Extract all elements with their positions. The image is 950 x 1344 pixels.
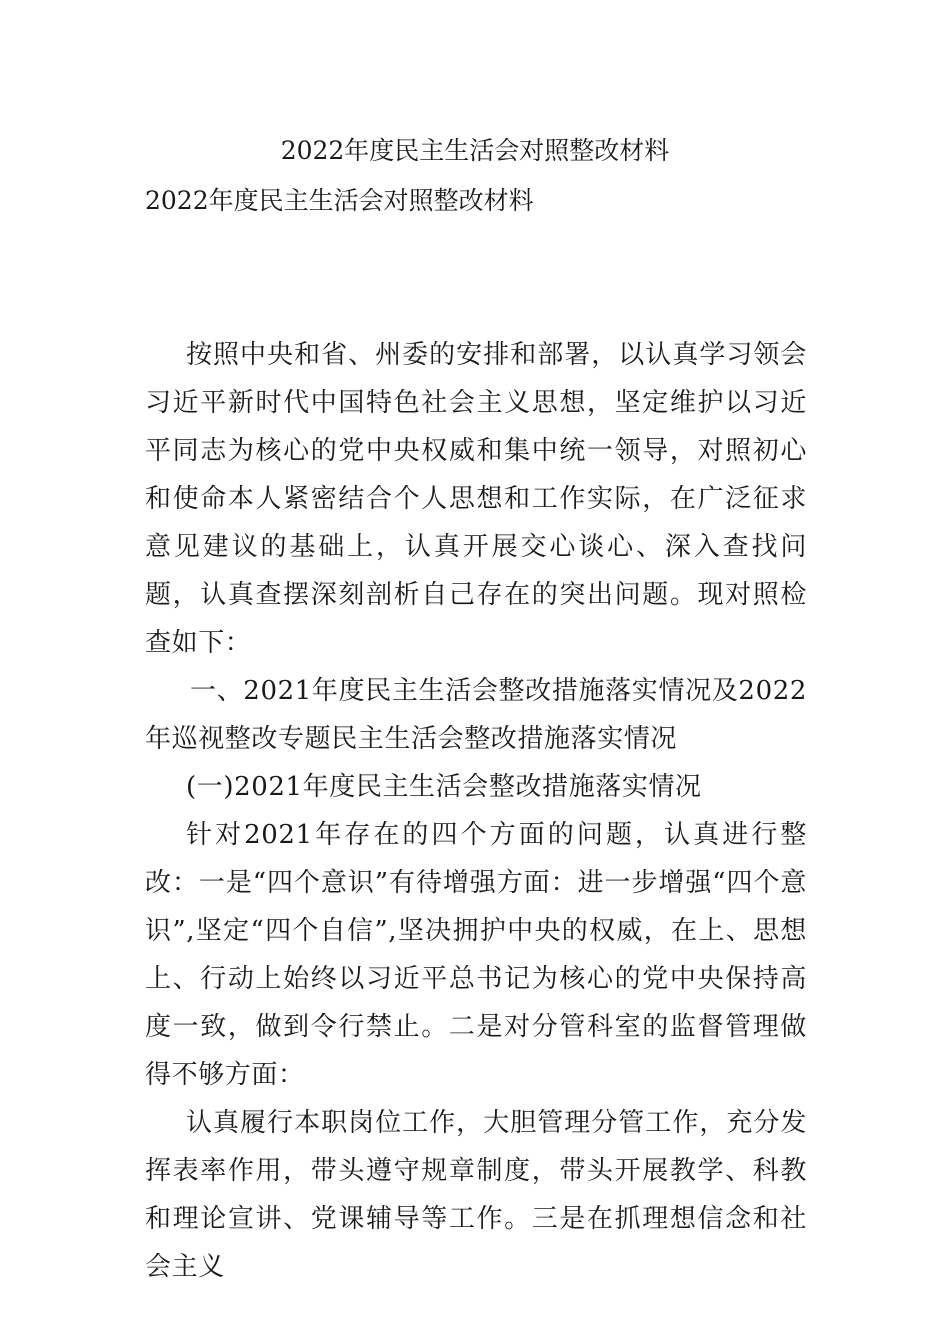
paragraph-duties: 认真履行本职岗位工作，大胆管理分管工作，充分发挥表率作用，带头遵守规章制度，带头开展教学、科教和理论宣讲、党课辅导等工作。三是在抓理想信念和社会主义 [145, 1108, 807, 1282]
document-subtitle: 2022年度民主生活会对照整改材料 [145, 186, 534, 215]
paragraph-rectification: 针对2021年存在的四个方面的问题，认真进行整改：一是“四个意识”有待增强方面：进一步增强“四个意识”,坚定“四个自信”,坚决拥护中央的权威，在上、思想上、行动上始终以习近平总书记为核心的党中央保持高度一致，做到令行禁止。二是对分管科室的监督管理做得不够方面： [145, 820, 807, 1090]
paragraph-intro: 按照中央和省、州委的安排和部署，以认真学习领会习近平新时代中国特色社会主义思想，坚定维护以习近平同志为核心的党中央权威和集中统一领导，对照初心和使命本人紧密结合个人思想和工作实际，在广泛征求意见建议的基础上，认真开展交心谈心、深入查找问题，认真查摆深刻剖析自己存在的突出问题。现对照检查如下： [145, 340, 807, 658]
document-title: 2022年度民主生活会对照整改材料 [280, 136, 670, 165]
subsection-heading-1: (一)2021年度民主生活会整改措施落实情况 [186, 772, 702, 802]
document-body [145, 331, 807, 1291]
section-heading-1: 一、2021年度民主生活会整改措施落实情况及2022年巡视整改专题民主生活会整改措施落实情况 [145, 676, 807, 754]
